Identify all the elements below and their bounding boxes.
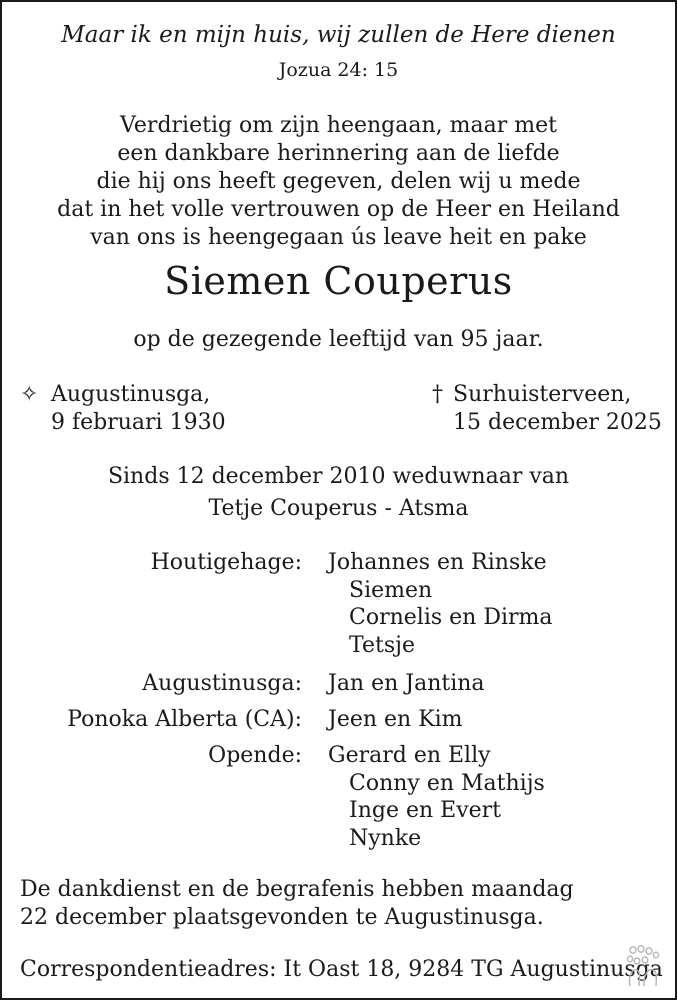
death-cross-icon: † <box>432 382 443 407</box>
family-place: Augustinusga: <box>142 671 302 696</box>
age-line: op de gezegende leeftijd van 95 jaar. <box>133 327 544 352</box>
intro-line: van ons is heengegaan ús leave heit en pake <box>90 225 587 250</box>
bible-motto: Maar ik en mijn huis, wij zullen de Here dienen <box>61 22 616 48</box>
closing-line: De dankdienst en de begrafenis hebben maandag <box>20 877 574 902</box>
intro-text <box>0 112 677 252</box>
family-member: Gerard en Elly <box>328 743 491 768</box>
closing-text <box>20 876 574 932</box>
intro-line: Verdrietig om zijn heengaan, maar met <box>120 113 557 138</box>
widower-line: Sinds 12 december 2010 weduwnaar van <box>107 464 570 489</box>
family-member: Inge en Evert <box>349 798 502 823</box>
family-member: Jan en Jantina <box>328 671 485 696</box>
intro-line: een dankbare herinnering aan de liefde <box>117 141 560 166</box>
family-member: Jeen en Kim <box>328 707 463 732</box>
family-place: Houtigehage: <box>150 550 302 575</box>
correspondence-address: Correspondentieadres: It Oast 18, 9284 TG Augustinusga <box>20 957 663 982</box>
birth-star-icon: ✧ <box>20 382 39 407</box>
intro-line: dat in het volle vertrouwen op de Heer en Heiland <box>57 197 620 222</box>
family-place: Opende: <box>208 743 302 768</box>
family-member: Johannes en Rinske <box>328 550 547 575</box>
bible-verse-reference: Jozua 24: 15 <box>278 59 399 81</box>
birth-place: Augustinusga, <box>51 382 211 407</box>
spouse-name: Tetje Couperus - Atsma <box>208 496 469 521</box>
footprints-logo-icon <box>625 944 663 988</box>
deceased-name: Siemen Couperus <box>164 259 513 303</box>
family-members <box>328 671 485 699</box>
family-place: Ponoka Alberta (CA): <box>67 707 302 732</box>
family-members <box>328 743 545 853</box>
family-members <box>328 550 553 660</box>
family-member: Cornelis en Dirma <box>349 605 553 630</box>
family-member: Tetsje <box>349 632 415 658</box>
family-member: Conny en Mathijs <box>349 770 545 796</box>
closing-line: 22 december plaatsgevonden te Augustinusga. <box>20 905 544 930</box>
family-member: Nynke <box>349 825 422 851</box>
family-member: Siemen <box>349 577 433 603</box>
death-place: Surhuisterveen, <box>453 382 632 407</box>
intro-line: die hij ons heeft gegeven, delen wij u mede <box>96 169 581 194</box>
birth-date: 9 februari 1930 <box>51 410 226 435</box>
death-date: 15 december 2025 <box>453 410 662 435</box>
family-members <box>328 707 463 735</box>
